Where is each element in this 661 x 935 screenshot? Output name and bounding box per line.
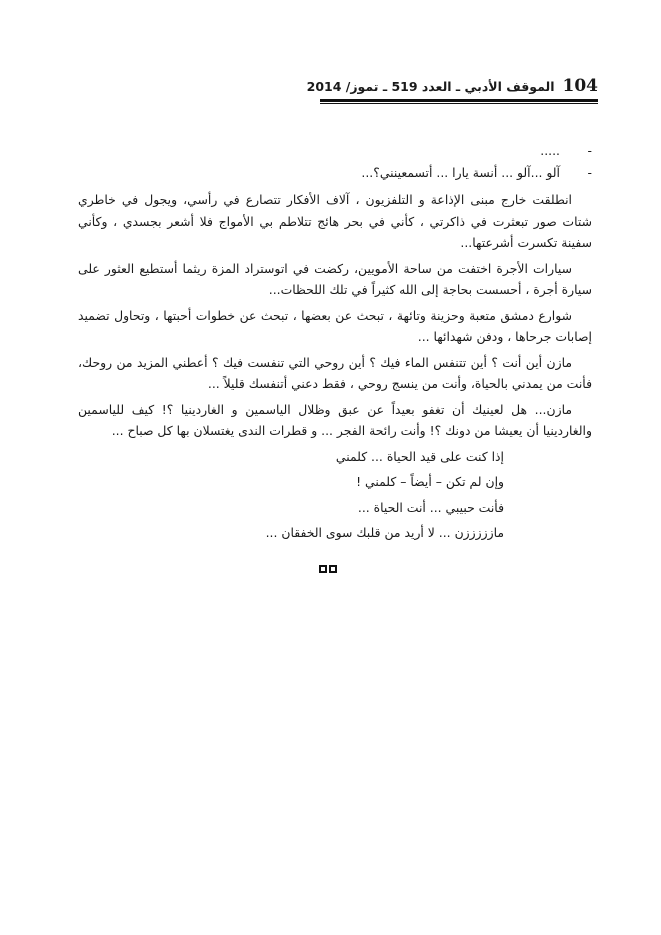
verse-line: إذا كنت على قيد الحياة ... كلمني [335,448,504,464]
running-header [306,76,598,98]
ornament-square-icon [329,565,337,573]
paragraph: مازن أين أنت ؟ أين تتنفس الماء فيك ؟ أين روحي التي تنفست فيك ؟ أعطني المزيد من روحك، فأنت من يمدني بالحياة، وأنت من ينسج روحي ، فقط دعني أتنفسك قليلاً ... [78,354,592,391]
ornament-square-icon [319,565,327,573]
verse-line: وإن لم تكن – أيضاً – كلمني ! [356,474,504,489]
dialogue-line [78,162,592,184]
paragraph: شوارع دمشق متعبة وحزينة وتائهة ، تبحث عن بعضها ، تبحث عن خطوات أحبتها ، وتحاول تضميد إصابات جرحاها ، ودفن شهدائها ... [78,307,592,344]
end-ornament [319,565,337,573]
dialogue-text: آلو ...آلو ... أنسة يارا ... أتسمعينني؟... [361,164,560,180]
verse-line: مازززززن ... لا أريد من قلبك سوى الخفقان ... [265,525,504,540]
article-body [78,140,592,544]
dialogue-dash: - [587,143,592,158]
header-rule-thick [320,99,598,102]
dialogue-text: ..... [540,143,560,158]
journal-issue-line: الموقف الأدبي ـ العدد 519 ـ تموز/ 2014 [306,79,555,94]
header-rule-thin [320,103,598,104]
dialogue-line [78,140,592,162]
paragraph: انطلقت خارج مبنى الإذاعة و التلفزيون ، آلاف الأفكار تتصارع في رأسي، ويجول في خاطري شتات صور تبعثرت في ذاكرتي ، كأني في بحر هائج تتلاطم بي الأمواج فلا أشعر بجسدي ، وكأني سفينة تكسرت أشرعتها... [78,192,592,250]
paragraph: سيارات الأجرة اختفت من ساحة الأمويين، ركضت في اتوستراد المزة ريثما أستطيع العثور على سيارة أجرة ، أحسست بحاجة إلى الله كثيراً في تلك اللحظات... [78,260,592,297]
dialogue-dash: - [587,164,592,180]
verse-line: فأنت حبيبي ... أنت الحياة ... [357,499,504,515]
paragraph: مازن... هل لعينيك أن تغفو بعيداً عن عبق وظلال الياسمين و الغاردينيا ؟! كيف للياسمين والغاردينيا أن يعيشا من دونك ؟! وأنت رائحة الفجر ... و قطرات الندى يغتسلان بها كل صباح ... [78,401,592,438]
page-number: 104 [562,76,598,96]
